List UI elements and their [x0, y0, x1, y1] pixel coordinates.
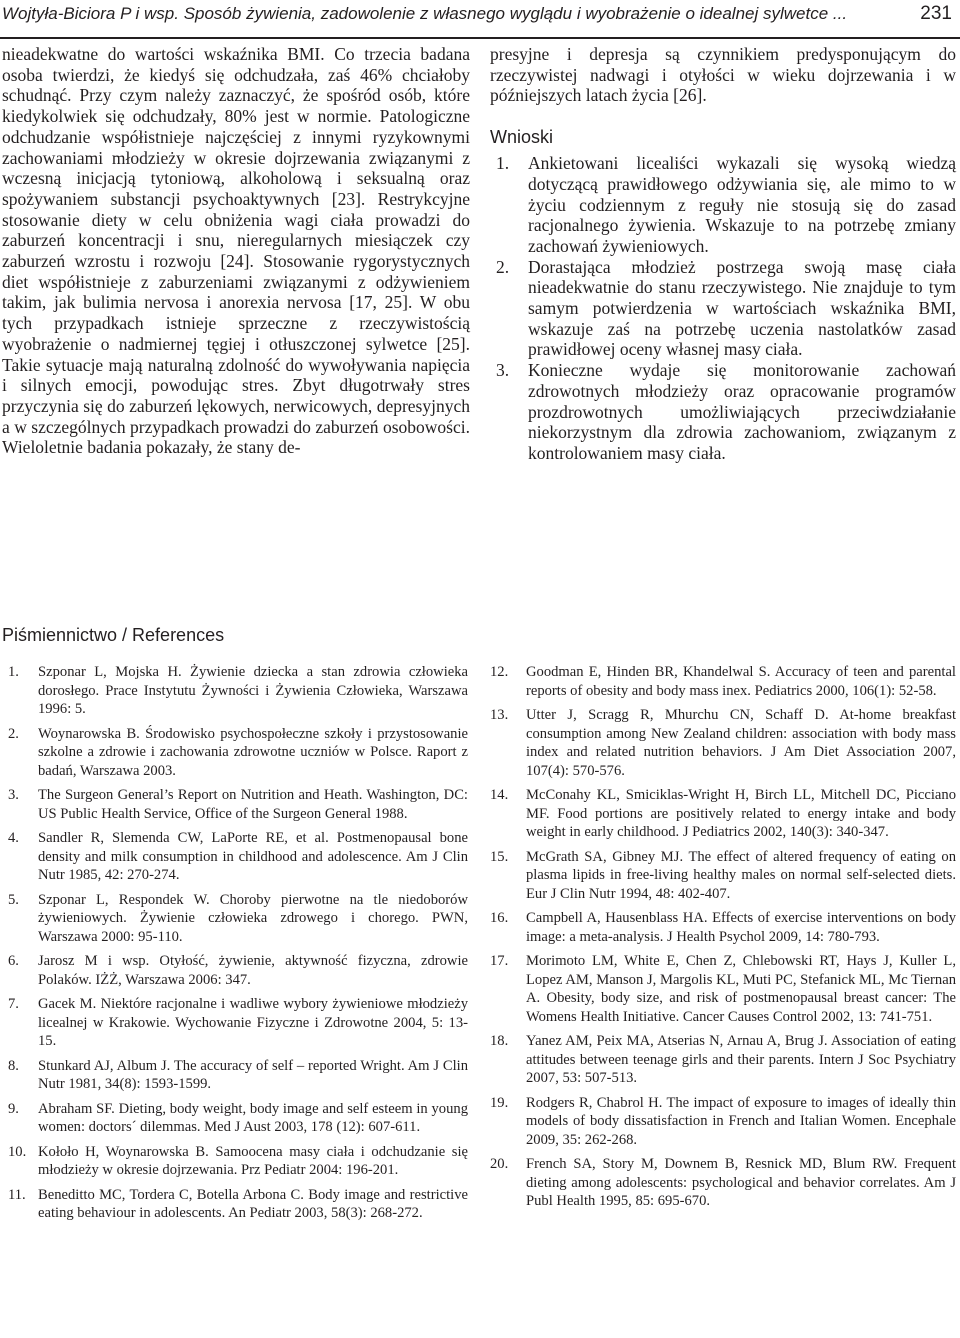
references-left-column — [2, 663, 468, 1229]
reference-item — [2, 786, 468, 823]
reference-number: 3. — [8, 787, 19, 803]
reference-number: 8. — [8, 1057, 19, 1074]
reference-text: Morimoto LM, White E, Chen Z, Chlebowski RT, Hays J, Kuller L, Lopez AM, Manson J, Margolis KL, Muti PC, Stefanick ML, Mc Tiernan A. Obesity, body size, and risk of postmenopausal breast cancer: The Womens Health Initiative. Cancer Causes Control 2002, 13: 741-751. — [526, 953, 956, 1025]
reference-item — [2, 1186, 468, 1223]
reference-number: 9. — [8, 1100, 19, 1117]
reference-number: 6. — [8, 953, 19, 969]
reference-text: Jarosz M i wsp. Otyłość, żywienie, aktywność fizyczna, zdrowie Polaków. IŻŻ, Warszawa 2006: 347. — [38, 953, 468, 988]
conclusion-text: Dorastająca młodzież postrzega swoją masę ciała nieadekwatnie do stanu rzeczywistego. Nie znajduje to tym samym potwierdzenia w wartościach wskaźnika BMI, wskazuje zaś na potrzebę uczenia nastolatków zasad prawidłowej oceny własnej masy ciała. — [528, 256, 956, 360]
reference-number: 5. — [8, 891, 19, 908]
conclusion-item — [490, 257, 956, 361]
reference-item — [490, 786, 956, 842]
reference-item — [490, 1032, 956, 1088]
page-number: 231 — [920, 3, 952, 24]
reference-number: 17. — [490, 953, 509, 969]
body-left-column — [2, 44, 470, 458]
reference-text: Beneditto MC, Tordera C, Botella Arbona C. Body image and restrictive eating behaviour in adolescents. An Pediatr 2003, 58(3): 268-272. — [38, 1186, 468, 1221]
reference-item — [2, 725, 468, 781]
body-right-column — [490, 44, 956, 464]
reference-text: McGrath SA, Gibney MJ. The effect of altered frequency of eating on plasma lipids in free-living healthy males on normal self-selected diets. Eur J Clin Nutr 1994, 48: 402-407. — [526, 848, 956, 902]
reference-number: 14. — [490, 787, 509, 803]
reference-number: 2. — [8, 725, 19, 742]
reference-item — [490, 663, 956, 700]
reference-text: Woynarowska B. Środowisko psychospołeczne szkoły i przystosowanie szkolne a zdrowie i zachowania zdrowotne uczniów w Polsce. Raport z badań, Warszawa 2003. — [38, 725, 468, 779]
references-right-column — [490, 663, 956, 1217]
running-header — [2, 0, 952, 30]
conclusion-number: 3. — [496, 360, 510, 381]
reference-number: 19. — [490, 1094, 509, 1111]
reference-text: Stunkard AJ, Album J. The accuracy of self – reported Wright. Am J Clin Nutr 1981, 34(8): 1593-1599. — [38, 1057, 468, 1092]
reference-number: 16. — [490, 910, 509, 926]
reference-number: 11. — [8, 1186, 26, 1203]
reference-item — [490, 848, 956, 904]
body-paragraph: nieadekwatne do wartości wskaźnika BMI. Co trzecia badana osoba twierdzi, że kiedyś się odchudzała, zaś 46% chciałoby schudnąć. Przy czym należy zaznaczyć, że spośród osób, które kiedykolwiek się odchudzały, 80% jest w normie. Patologiczne odchudzanie współistnieje najczęściej z innymi ryzykownymi zachowaniami młodzieży w okresie dojrzewania związanymi z wczesną inicjacją tytoniową, alkoholową i seksualną oraz spożywaniem substancji psychoaktywnych [23]. Restrykcyjne stosowanie diety w celu obniżenia wagi ciała prowadzi do zaburzeń koncentracji i snu, nieregularnych miesiączek czy zaburzeń wzrostu i rozwoju [24]. Stosowanie rygorystycznych diet współistnieje z zaburzeniami związanymi z odżywieniem takim, jak bulimia nervosa i anorexia nervosa [17, 25]. W obu tych przypadkach istnieje sprzeczne z rzeczywistością wyobrażenie o nadmiernej tęgiej i otłuszczonej sylwetce [25]. Takie sytuacje mają naturalną zdolność do wywoływania napięcia i silnych emocji, powodując stres. Zbyt długotrwały stres przyczynia się do zaburzeń lękowych, nerwicowych, depresyjnych a w szczególnych przypadkach prowadzi do zaburzeń osobowości. Wieloletnie badania pokazały, że stany de- — [2, 44, 470, 458]
reference-item — [490, 706, 956, 780]
reference-text: Kołoło H, Woynarowska B. Samoocena masy ciała i odchudzanie się młodzieży w okresie dojrzewania. Prz Pediatr 2004: 196-201. — [38, 1143, 468, 1178]
reference-text: Rodgers R, Chabrol H. The impact of exposure to images of ideally thin models of body dissatisfaction in French and Italian Women. Encephale 2009, 35: 262-268. — [526, 1094, 956, 1148]
running-title: Wojtyła-Biciora P i wsp. Sposób żywienia, zadowolenie z własnego wyglądu i wyobrażenie o idealnej sylwetce ... — [2, 4, 848, 23]
reference-text: Gacek M. Niektóre racjonalne i wadliwe wybory żywieniowe młodzieży licealnej w Krakowie. Wychowanie Fizyczne i Zdrowotne 2004, 5: 13-15. — [38, 996, 468, 1049]
reference-item — [490, 909, 956, 946]
reference-text: Campbell A, Hausenblass HA. Effects of exercise interventions on body image: a meta-analysis. J Health Psychol 2009, 14: 780-793. — [526, 910, 956, 945]
reference-number: 15. — [490, 848, 509, 865]
conclusions-list — [490, 153, 956, 464]
reference-text: Szponar L, Respondek W. Choroby pierwotne na tle niedoborów żywieniowych. Żywienie człowieka zdrowego i chorego. PWN, Warszawa 2000: 95-110. — [38, 891, 468, 945]
reference-text: Sandler R, Slemenda CW, LaPorte RE, et al. Postmenopausal bone density and milk consumption in childhood and adolescence. Am J Clin Nutr 1985, 42: 270-274. — [38, 830, 468, 883]
header-rule — [0, 37, 960, 39]
reference-text: The Surgeon General’s Report on Nutrition and Heath. Washington, DC: US Public Health Service, Office of the Surgeon General 1988. — [38, 787, 468, 822]
conclusion-number: 2. — [496, 256, 510, 277]
reference-number: 12. — [490, 664, 509, 680]
reference-text: Szponar L, Mojska H. Żywienie dziecka a stan zdrowia człowieka dorosłego. Prace Instytutu Żywności i Żywienia Człowieka, Warszawa 1996: 5. — [38, 664, 468, 717]
reference-number: 1. — [8, 664, 19, 680]
reference-item — [2, 1143, 468, 1180]
reference-item — [2, 663, 468, 719]
reference-item — [2, 1057, 468, 1094]
reference-item — [2, 1100, 468, 1137]
reference-number: 20. — [490, 1156, 509, 1172]
reference-item — [2, 829, 468, 885]
body-paragraph-continued: presyjne i depresja są czynnikiem predysponującym do rzeczywistej nadwagi i otyłości w wieku dojrzewania i w późniejszych latach życia [26]. — [490, 44, 956, 106]
conclusion-text: Ankietowani licealiści wykazali się wysoką wiedzą dotyczącą prawidłowego odżywiania się, ale mimo to w życiu codziennym z reguły nie stosują się do zasad racjonalnego żywienia. Wskazuje to na potrzebę zmiany zachowań żywieniowych. — [528, 153, 956, 256]
conclusion-text: Konieczne wydaje się monitorowanie zachowań zdrowotnych młodzieży oraz opracowanie programów prozdrowotnych umożliwiających przeciwdziałanie niekorzystnym dla zdrowia zachowaniom, związanym z kontrolowaniem masy ciała. — [528, 360, 956, 463]
reference-text: Abraham SF. Dieting, body weight, body image and self esteem in young women: doctors´ dilemmas. Med J Aust 2003, 178 (12): 607-611. — [38, 1100, 468, 1135]
reference-item — [2, 952, 468, 989]
conclusions-heading: Wnioski — [490, 127, 554, 148]
reference-item — [490, 952, 956, 1026]
reference-item — [2, 995, 468, 1051]
reference-item — [490, 1094, 956, 1150]
conclusion-item — [490, 153, 956, 257]
references-heading: Piśmiennictwo / References — [2, 625, 225, 645]
reference-number: 4. — [8, 830, 19, 846]
conclusion-item — [490, 360, 956, 464]
reference-text: French SA, Story M, Downem B, Resnick MD, Blum RW. Frequent dieting among adolescents: psychological and behavior correlates. Am J Publ Health 1995, 85: 695-670. — [526, 1156, 956, 1209]
reference-number: 7. — [8, 996, 19, 1012]
reference-text: McConahy KL, Smiciklas-Wright H, Birch LL, Mitchell DC, Picciano MF. Food portions are positively related to energy intake and body weight in early childhood. J Pediatrics 2002, 140(3): 340-347. — [526, 787, 956, 840]
reference-number: 10. — [8, 1143, 27, 1160]
reference-text: Yanez AM, Peix MA, Atserias N, Arnau A, Brug J. Association of eating attitudes between teenage girls and their parents. Intern J Soc Psychiatry 2007, 53: 507-513. — [526, 1033, 956, 1086]
reference-number: 18. — [490, 1033, 509, 1049]
reference-text: Goodman E, Hinden BR, Khandelwal S. Accuracy of teen and parental reports of obesity and body mass inex. Pediatrics 2000, 106(1): 52-58. — [526, 664, 956, 699]
reference-text: Utter J, Scragg R, Mhurchu CN, Schaff D. At-home breakfast consumption among New Zealand children: association with body mass index and related nutrition behaviors. J Am Diet Association 2007, 107(4): 570-576. — [526, 707, 956, 779]
reference-item — [490, 1155, 956, 1211]
reference-number: 13. — [490, 707, 509, 723]
conclusion-number: 1. — [496, 153, 510, 174]
reference-item — [2, 891, 468, 947]
